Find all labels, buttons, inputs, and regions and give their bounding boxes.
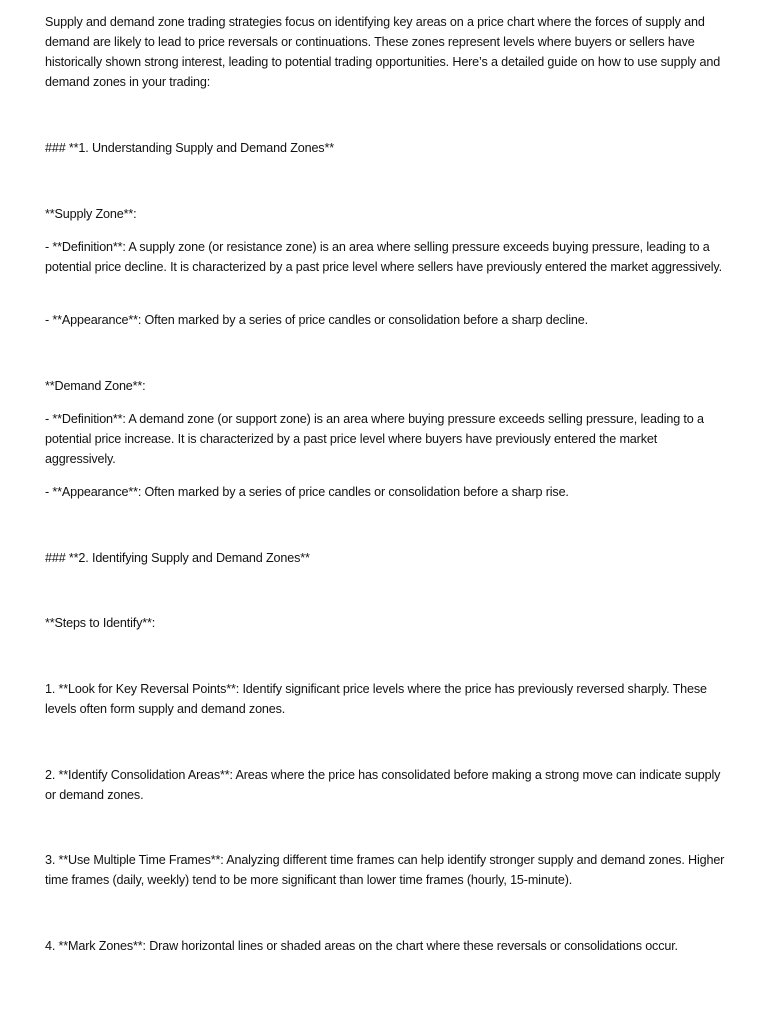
intro-paragraph: Supply and demand zone trading strategies focus on identifying key areas on a price chart where the forces of supply and demand are likely to lead to price reversals or continuations. These zones represent levels where buyers or sellers have historically shown strong interest, leading to potential trading opportunities. Here’s a detailed guide on how to use supply and demand zones in your trading: [45,15,721,89]
demand-appearance-paragraph: - **Appearance**: Often marked by a series of price candles or consolidation before a sharp rise. [45,485,569,499]
step-4-paragraph: 4. **Mark Zones**: Draw horizontal lines or shaded areas on the chart where these reversals or consolidations occur. [45,939,678,953]
supply-definition-paragraph: - **Definition**: A supply zone (or resistance zone) is an area where selling pressure exceeds buying pressure, leading to a potential price decline. It is characterized by a past price level where sellers have previously entered the market aggressively. [45,240,722,274]
steps-heading: **Steps to Identify**: [45,616,156,630]
demand-zone-heading: **Demand Zone**: [45,379,146,393]
section-2-heading: ### **2. Identifying Supply and Demand Zones** [45,551,310,565]
step-2-paragraph: 2. **Identify Consolidation Areas**: Areas where the price has consolidated before making a strong move can indicate supply or demand zones. [45,768,721,802]
demand-definition-paragraph: - **Definition**: A demand zone (or support zone) is an area where buying pressure exceeds selling pressure, leading to a potential price increase. It is characterized by a past price level where buyers have previously entered the market aggressively. [45,412,704,466]
step-3-paragraph: 3. **Use Multiple Time Frames**: Analyzing different time frames can help identify stronger supply and demand zones. Higher time frames (daily, weekly) tend to be more significant than lower time frames (hourly, 15-minute). [45,853,725,887]
supply-appearance-paragraph: - **Appearance**: Often marked by a series of price candles or consolidation before a sharp decline. [45,313,588,327]
supply-zone-heading: **Supply Zone**: [45,207,137,221]
step-1-paragraph: 1. **Look for Key Reversal Points**: Identify significant price levels where the price has previously reversed sharply. These levels often form supply and demand zones. [45,682,707,716]
section-1-heading: ### **1. Understanding Supply and Demand Zones** [45,141,334,155]
